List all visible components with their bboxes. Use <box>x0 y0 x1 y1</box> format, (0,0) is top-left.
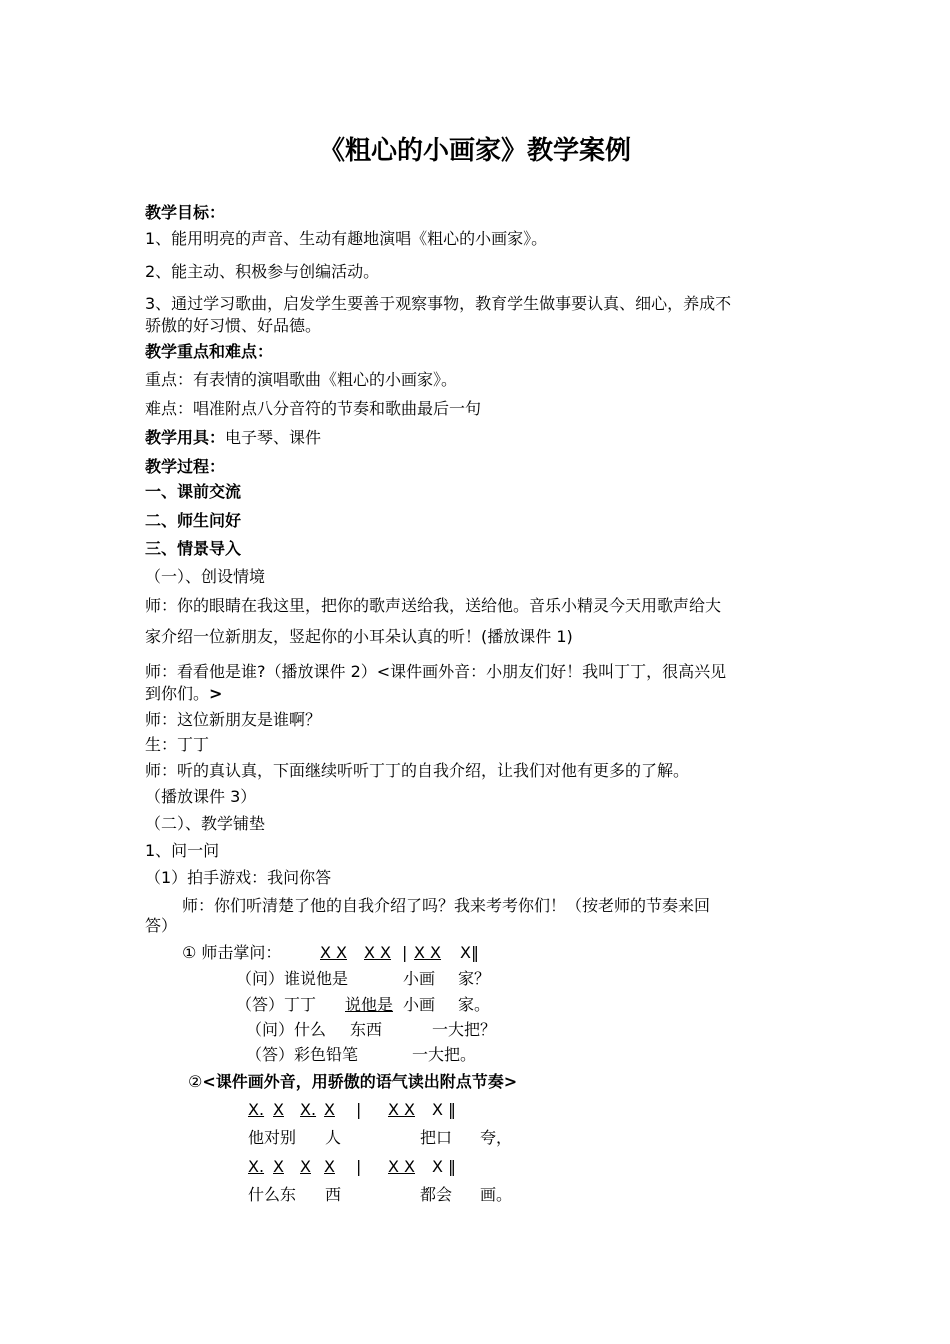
r1-c: X. <box>300 1100 317 1119</box>
sub-heading-2: （二）、教学铺垫 <box>145 814 266 833</box>
teacher-line-5a: 师：你们听清楚了他的自我介绍了吗？我来考考你们！（按老师的节奏来回 <box>182 896 711 915</box>
step-1: 一、课前交流 <box>145 482 242 501</box>
qa1-question: （问）谁说他是 <box>236 969 349 988</box>
goal-1: 1、能用明亮的声音、生动有趣地演唱《粗心的小画家》。 <box>145 229 548 248</box>
rhythm-group-4: X‖ <box>460 943 479 962</box>
rhythm-barline: | <box>402 943 408 962</box>
l2-d: 画。 <box>480 1185 513 1204</box>
r2-c: X <box>300 1157 311 1176</box>
teacher-line-2b-end: > <box>209 684 223 703</box>
r1-bar: | <box>356 1100 362 1119</box>
goal-2: 2、能主动、积极参与创编活动。 <box>145 262 380 281</box>
l1-a: 他对别 <box>248 1128 297 1147</box>
step-3: 三、情景导入 <box>145 539 242 558</box>
r1-e: X X <box>388 1100 416 1119</box>
tools-label: 教学用具： <box>145 428 226 447</box>
rhythm-group-3: X X <box>414 943 442 962</box>
r1-f: X ‖ <box>432 1100 457 1119</box>
teacher-line-5b: 答） <box>145 916 178 935</box>
page-title: 《粗心的小画家》教学案例 <box>318 136 631 166</box>
r2-e: X X <box>388 1157 416 1176</box>
tools-value: 电子琴、课件 <box>225 428 322 447</box>
key-points-heading: 教学重点和难点： <box>145 342 274 361</box>
tools-line <box>145 428 321 448</box>
teacher-line-4: 师：听的真认真，下面继续听听丁丁的自我介绍，让我们对他有更多的了解。 <box>145 761 690 780</box>
key-point: 重点：有表情的演唱歌曲《粗心的小画家》。 <box>145 370 458 389</box>
goals-heading: 教学目标： <box>145 203 226 222</box>
r2-d: X <box>324 1157 335 1176</box>
l2-a: 什么东 <box>248 1185 297 1204</box>
qa2-answer-3: 一大把。 <box>412 1045 477 1064</box>
r2-bar: | <box>356 1157 362 1176</box>
teacher-line-1b: 家介绍一位新朋友，竖起你的小耳朵认真的听！(播放课件 1) <box>145 627 573 646</box>
qa1-answer: （答）丁丁 <box>236 995 317 1014</box>
process-heading: 教学过程： <box>145 457 226 476</box>
voice-line <box>188 1072 517 1092</box>
r2-f: X ‖ <box>432 1157 457 1176</box>
voice-number: ② <box>188 1072 203 1091</box>
l1-d: 夸， <box>480 1128 513 1147</box>
r1-b: X <box>273 1100 284 1119</box>
voice-text: <课件画外音，用骄傲的语气读出附点节奏> <box>202 1072 518 1091</box>
teacher-line-2a: 师：看看他是谁?（播放课件 2）<课件画外音：小朋友们好！我叫丁丁，很高兴见 <box>145 662 727 681</box>
rhythm-group-1: X X <box>320 943 348 962</box>
qa2-question: （问）什么 <box>246 1020 327 1039</box>
clap-label: ① 师击掌问： <box>182 943 282 962</box>
goal-3-line-2: 骄傲的好习惯、好品德。 <box>145 316 322 335</box>
difficult-point: 难点：唱准附点八分音符的节奏和歌曲最后一句 <box>145 399 482 418</box>
l1-b: 人 <box>325 1128 342 1147</box>
qa1-answer-underlined: 说他是 <box>345 995 394 1014</box>
r2-b: X <box>273 1157 284 1176</box>
step-2: 二、师生问好 <box>145 511 242 530</box>
game-heading: （1）拍手游戏：我问你答 <box>145 868 332 887</box>
qa1-answer-2: 小画 <box>403 995 436 1014</box>
qa2-question-2: 东西 <box>350 1020 383 1039</box>
r2-a: X. <box>248 1157 265 1176</box>
r1-a: X. <box>248 1100 265 1119</box>
l1-c: 把口 <box>420 1128 453 1147</box>
l2-c: 都会 <box>420 1185 453 1204</box>
qa1-question-3: 家？ <box>458 969 491 988</box>
goal-3-line-1: 3、通过学习歌曲，启发学生要善于观察事物，教育学生做事要认真、细心，养成不 <box>145 294 732 313</box>
student-line: 生：丁丁 <box>145 735 210 754</box>
qa2-answer: （答）彩色铅笔 <box>246 1045 359 1064</box>
teacher-line-2b <box>145 684 222 704</box>
qa1-question-2: 小画 <box>403 969 436 988</box>
qa1-answer-3: 家。 <box>458 995 491 1014</box>
sub-heading-1: （一）、创设情境 <box>145 567 266 586</box>
teacher-line-2b-text: 到你们。 <box>145 684 210 703</box>
r1-d: X <box>324 1100 335 1119</box>
teacher-line-3: 师：这位新朋友是谁啊？ <box>145 710 322 729</box>
ask-heading: 1、问一问 <box>145 841 220 860</box>
qa2-question-3: 一大把？ <box>432 1020 497 1039</box>
l2-b: 西 <box>325 1185 342 1204</box>
rhythm-group-2: X X <box>364 943 392 962</box>
teacher-line-4b: （播放课件 3） <box>145 787 257 806</box>
teacher-line-1a: 师：你的眼睛在我这里，把你的歌声送给我，送给他。音乐小精灵今天用歌声给大 <box>145 596 722 615</box>
